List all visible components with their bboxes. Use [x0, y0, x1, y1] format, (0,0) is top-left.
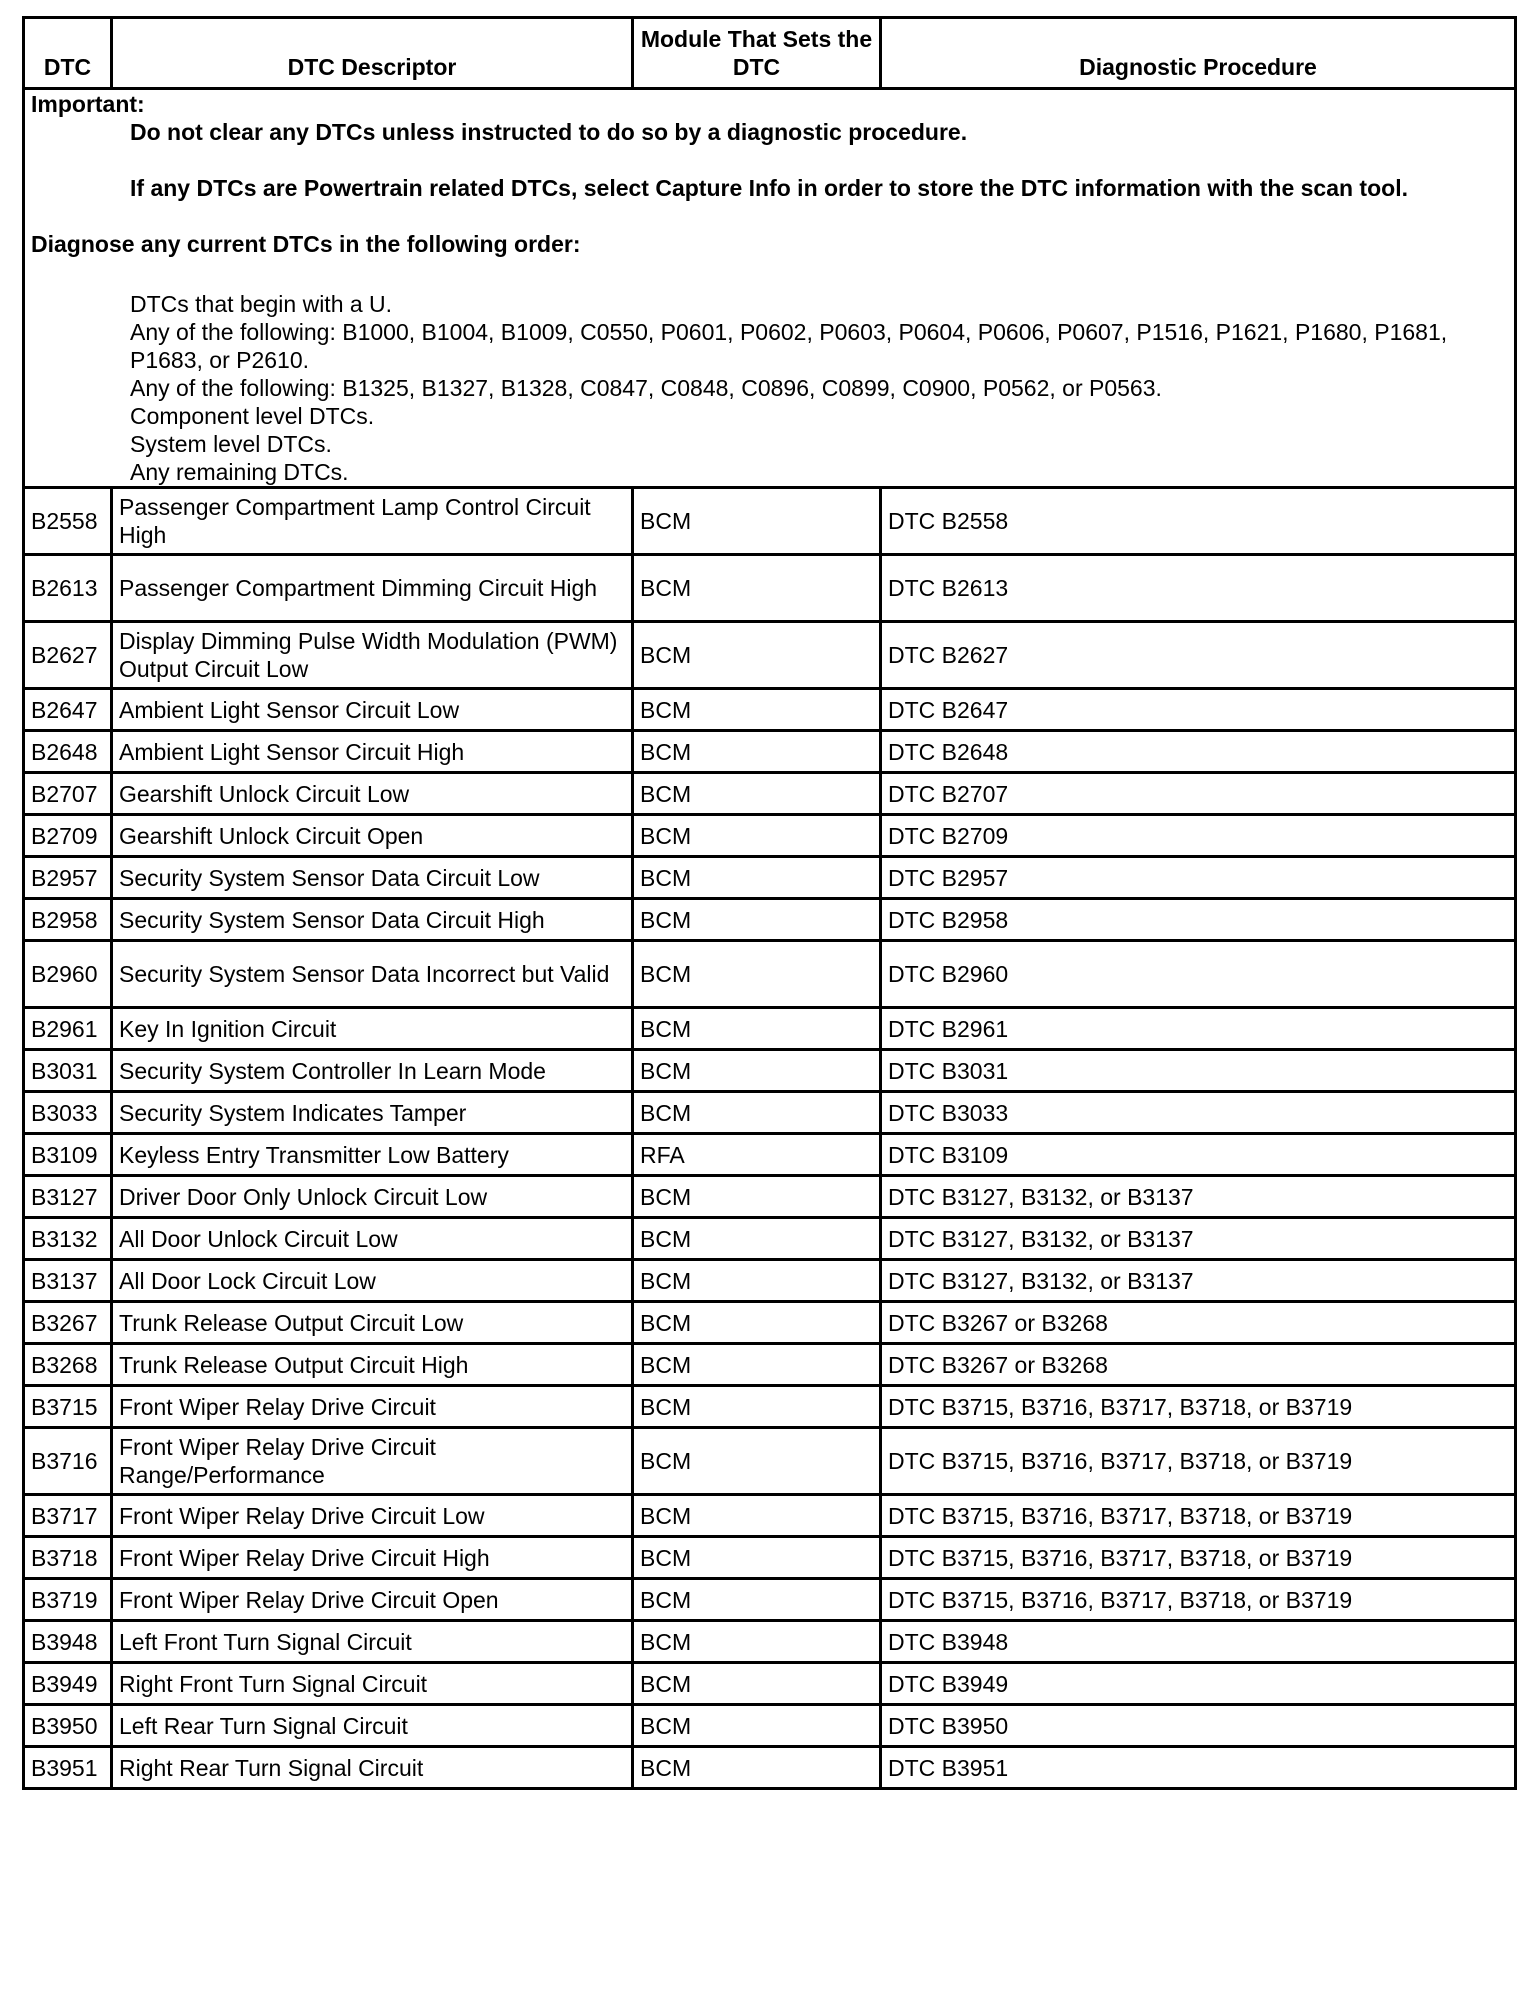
table-row	[24, 857, 1516, 899]
dtc-code-cell: B2957	[24, 857, 112, 899]
dtc-code-cell: B3031	[24, 1050, 112, 1092]
dtc-code-cell: B2709	[24, 815, 112, 857]
module-cell: BCM	[633, 1663, 881, 1705]
module-cell: BCM	[633, 1495, 881, 1537]
header-procedure: Diagnostic Procedure	[881, 18, 1516, 89]
module-cell: BCM	[633, 1386, 881, 1428]
dtc-code-cell: B3132	[24, 1218, 112, 1260]
module-cell: BCM	[633, 1092, 881, 1134]
diagnostic-procedure-cell: DTC B3948	[881, 1621, 1516, 1663]
dtc-code-cell: B3033	[24, 1092, 112, 1134]
dtc-descriptor-cell: Display Dimming Pulse Width Modulation (PWM) Output Circuit Low	[112, 622, 633, 689]
table-row	[24, 1579, 1516, 1621]
diagnostic-procedure-cell: DTC B2558	[881, 488, 1516, 555]
dtc-document	[22, 16, 1514, 1790]
diagnostic-procedure-cell: DTC B3949	[881, 1663, 1516, 1705]
module-cell: BCM	[633, 1537, 881, 1579]
module-cell: BCM	[633, 1747, 881, 1789]
diagnostic-procedure-cell: DTC B3033	[881, 1092, 1516, 1134]
table-row	[24, 1344, 1516, 1386]
header-module: Module That Sets the DTC	[633, 18, 881, 89]
module-cell: RFA	[633, 1134, 881, 1176]
table-row	[24, 488, 1516, 555]
dtc-descriptor-cell: Gearshift Unlock Circuit Low	[112, 773, 633, 815]
dtc-descriptor-cell: Security System Sensor Data Incorrect but Valid	[112, 941, 633, 1008]
module-cell: BCM	[633, 731, 881, 773]
order-item: Any of the following: B1325, B1327, B1328, C0847, C0848, C0896, C0899, C0900, P0562, or P0563.	[130, 375, 1162, 401]
important-note-2: If any DTCs are Powertrain related DTCs, select Capture Info in order to store the DTC information with the scan tool.	[130, 175, 1408, 201]
table-header-row	[24, 18, 1516, 89]
diagnostic-procedure-cell: DTC B2958	[881, 899, 1516, 941]
table-row	[24, 731, 1516, 773]
table-row	[24, 1747, 1516, 1789]
diagnostic-procedure-cell: DTC B2960	[881, 941, 1516, 1008]
module-cell: BCM	[633, 1050, 881, 1092]
dtc-descriptor-cell: Gearshift Unlock Circuit Open	[112, 815, 633, 857]
dtc-code-cell: B3719	[24, 1579, 112, 1621]
module-cell: BCM	[633, 1621, 881, 1663]
diagnostic-procedure-cell: DTC B3950	[881, 1705, 1516, 1747]
table-row	[24, 1134, 1516, 1176]
module-cell: BCM	[633, 857, 881, 899]
order-item: Component level DTCs.	[130, 403, 375, 429]
diagnostic-procedure-cell: DTC B2707	[881, 773, 1516, 815]
order-list	[130, 290, 1508, 486]
module-cell: BCM	[633, 1260, 881, 1302]
dtc-code-cell: B3137	[24, 1260, 112, 1302]
module-cell: BCM	[633, 1428, 881, 1495]
dtc-code-cell: B2647	[24, 689, 112, 731]
diagnostic-procedure-cell: DTC B2647	[881, 689, 1516, 731]
dtc-descriptor-cell: Passenger Compartment Lamp Control Circuit High	[112, 488, 633, 555]
diagnostic-procedure-cell: DTC B2613	[881, 555, 1516, 622]
table-row	[24, 1302, 1516, 1344]
diagnostic-procedure-cell: DTC B3715, B3716, B3717, B3718, or B3719	[881, 1428, 1516, 1495]
dtc-code-cell: B3109	[24, 1134, 112, 1176]
diagnostic-procedure-cell: DTC B2627	[881, 622, 1516, 689]
dtc-descriptor-cell: All Door Lock Circuit Low	[112, 1260, 633, 1302]
dtc-descriptor-cell: Security System Sensor Data Circuit Low	[112, 857, 633, 899]
dtc-code-cell: B3716	[24, 1428, 112, 1495]
module-cell: BCM	[633, 941, 881, 1008]
module-cell: BCM	[633, 555, 881, 622]
module-cell: BCM	[633, 773, 881, 815]
table-row	[24, 1386, 1516, 1428]
table-row	[24, 1537, 1516, 1579]
table-row	[24, 555, 1516, 622]
table-row	[24, 1050, 1516, 1092]
module-cell: BCM	[633, 1344, 881, 1386]
dtc-descriptor-cell: Trunk Release Output Circuit Low	[112, 1302, 633, 1344]
header-dtc: DTC	[24, 18, 112, 89]
important-note-1: Do not clear any DTCs unless instructed to do so by a diagnostic procedure.	[130, 119, 968, 145]
dtc-code-cell: B3951	[24, 1747, 112, 1789]
dtc-descriptor-cell: Front Wiper Relay Drive Circuit Range/Performance	[112, 1428, 633, 1495]
dtc-descriptor-cell: All Door Unlock Circuit Low	[112, 1218, 633, 1260]
diagnostic-procedure-cell: DTC B3127, B3132, or B3137	[881, 1260, 1516, 1302]
table-row	[24, 899, 1516, 941]
dtc-code-cell: B2960	[24, 941, 112, 1008]
dtc-code-cell: B3948	[24, 1621, 112, 1663]
module-cell: BCM	[633, 1705, 881, 1747]
dtc-code-cell: B3717	[24, 1495, 112, 1537]
diagnostic-procedure-cell: DTC B2957	[881, 857, 1516, 899]
diagnostic-procedure-cell: DTC B3267 or B3268	[881, 1344, 1516, 1386]
module-cell: BCM	[633, 689, 881, 731]
important-label: Important:	[31, 91, 145, 117]
dtc-code-cell: B2961	[24, 1008, 112, 1050]
dtc-descriptor-cell: Front Wiper Relay Drive Circuit Open	[112, 1579, 633, 1621]
dtc-code-cell: B2958	[24, 899, 112, 941]
diagnostic-procedure-cell: DTC B2961	[881, 1008, 1516, 1050]
table-row	[24, 941, 1516, 1008]
diagnostic-procedure-cell: DTC B3127, B3132, or B3137	[881, 1176, 1516, 1218]
module-cell: BCM	[633, 1218, 881, 1260]
dtc-code-cell: B3715	[24, 1386, 112, 1428]
table-row	[24, 1705, 1516, 1747]
dtc-descriptor-cell: Security System Indicates Tamper	[112, 1092, 633, 1134]
diagnostic-procedure-cell: DTC B3031	[881, 1050, 1516, 1092]
dtc-code-cell: B3127	[24, 1176, 112, 1218]
table-row	[24, 689, 1516, 731]
diagnostic-procedure-cell: DTC B2709	[881, 815, 1516, 857]
dtc-descriptor-cell: Security System Sensor Data Circuit High	[112, 899, 633, 941]
dtc-descriptor-cell: Ambient Light Sensor Circuit Low	[112, 689, 633, 731]
table-row	[24, 1008, 1516, 1050]
dtc-descriptor-cell: Front Wiper Relay Drive Circuit Low	[112, 1495, 633, 1537]
notes-cell	[24, 89, 1516, 488]
table-row	[24, 1092, 1516, 1134]
dtc-descriptor-cell: Security System Controller In Learn Mode	[112, 1050, 633, 1092]
dtc-descriptor-cell: Keyless Entry Transmitter Low Battery	[112, 1134, 633, 1176]
notes-row	[24, 89, 1516, 488]
table-row	[24, 1663, 1516, 1705]
table-row	[24, 815, 1516, 857]
header-descriptor: DTC Descriptor	[112, 18, 633, 89]
diagnostic-procedure-cell: DTC B3109	[881, 1134, 1516, 1176]
order-item: DTCs that begin with a U.	[130, 291, 393, 317]
dtc-code-cell: B3949	[24, 1663, 112, 1705]
diagnostic-procedure-cell: DTC B2648	[881, 731, 1516, 773]
module-cell: BCM	[633, 622, 881, 689]
module-cell: BCM	[633, 488, 881, 555]
diagnostic-procedure-cell: DTC B3127, B3132, or B3137	[881, 1218, 1516, 1260]
dtc-code-cell: B3950	[24, 1705, 112, 1747]
dtc-descriptor-cell: Left Rear Turn Signal Circuit	[112, 1705, 633, 1747]
diagnostic-procedure-cell: DTC B3715, B3716, B3717, B3718, or B3719	[881, 1386, 1516, 1428]
module-cell: BCM	[633, 1302, 881, 1344]
dtc-descriptor-cell: Key In Ignition Circuit	[112, 1008, 633, 1050]
dtc-code-cell: B3718	[24, 1537, 112, 1579]
table-row	[24, 1495, 1516, 1537]
dtc-code-cell: B2627	[24, 622, 112, 689]
dtc-descriptor-cell: Driver Door Only Unlock Circuit Low	[112, 1176, 633, 1218]
order-item: Any of the following: B1000, B1004, B1009, C0550, P0601, P0602, P0603, P0604, P0606, P0607, P1516, P1621, P1680, P1681, P1683, or P2610.	[130, 319, 1448, 373]
table-row	[24, 1428, 1516, 1495]
order-item: System level DTCs.	[130, 431, 332, 457]
diagnostic-procedure-cell: DTC B3715, B3716, B3717, B3718, or B3719	[881, 1537, 1516, 1579]
dtc-descriptor-cell: Ambient Light Sensor Circuit High	[112, 731, 633, 773]
dtc-code-cell: B3267	[24, 1302, 112, 1344]
table-row	[24, 1176, 1516, 1218]
dtc-table	[22, 16, 1517, 1790]
dtc-descriptor-cell: Right Rear Turn Signal Circuit	[112, 1747, 633, 1789]
dtc-code-cell: B2558	[24, 488, 112, 555]
diagnostic-procedure-cell: DTC B3951	[881, 1747, 1516, 1789]
diagnostic-procedure-cell: DTC B3267 or B3268	[881, 1302, 1516, 1344]
dtc-descriptor-cell: Front Wiper Relay Drive Circuit High	[112, 1537, 633, 1579]
dtc-descriptor-cell: Trunk Release Output Circuit High	[112, 1344, 633, 1386]
table-row	[24, 1260, 1516, 1302]
diagnostic-procedure-cell: DTC B3715, B3716, B3717, B3718, or B3719	[881, 1579, 1516, 1621]
dtc-descriptor-cell: Front Wiper Relay Drive Circuit	[112, 1386, 633, 1428]
dtc-code-cell: B2613	[24, 555, 112, 622]
module-cell: BCM	[633, 899, 881, 941]
dtc-descriptor-cell: Passenger Compartment Dimming Circuit High	[112, 555, 633, 622]
table-row	[24, 1218, 1516, 1260]
table-row	[24, 622, 1516, 689]
dtc-code-cell: B2648	[24, 731, 112, 773]
diagnostic-procedure-cell: DTC B3715, B3716, B3717, B3718, or B3719	[881, 1495, 1516, 1537]
table-row	[24, 1621, 1516, 1663]
dtc-code-cell: B2707	[24, 773, 112, 815]
dtc-code-cell: B3268	[24, 1344, 112, 1386]
module-cell: BCM	[633, 1008, 881, 1050]
module-cell: BCM	[633, 1579, 881, 1621]
module-cell: BCM	[633, 1176, 881, 1218]
module-cell: BCM	[633, 815, 881, 857]
order-item: Any remaining DTCs.	[130, 459, 349, 485]
table-row	[24, 773, 1516, 815]
dtc-descriptor-cell: Left Front Turn Signal Circuit	[112, 1621, 633, 1663]
order-heading: Diagnose any current DTCs in the following order:	[31, 231, 581, 257]
dtc-descriptor-cell: Right Front Turn Signal Circuit	[112, 1663, 633, 1705]
